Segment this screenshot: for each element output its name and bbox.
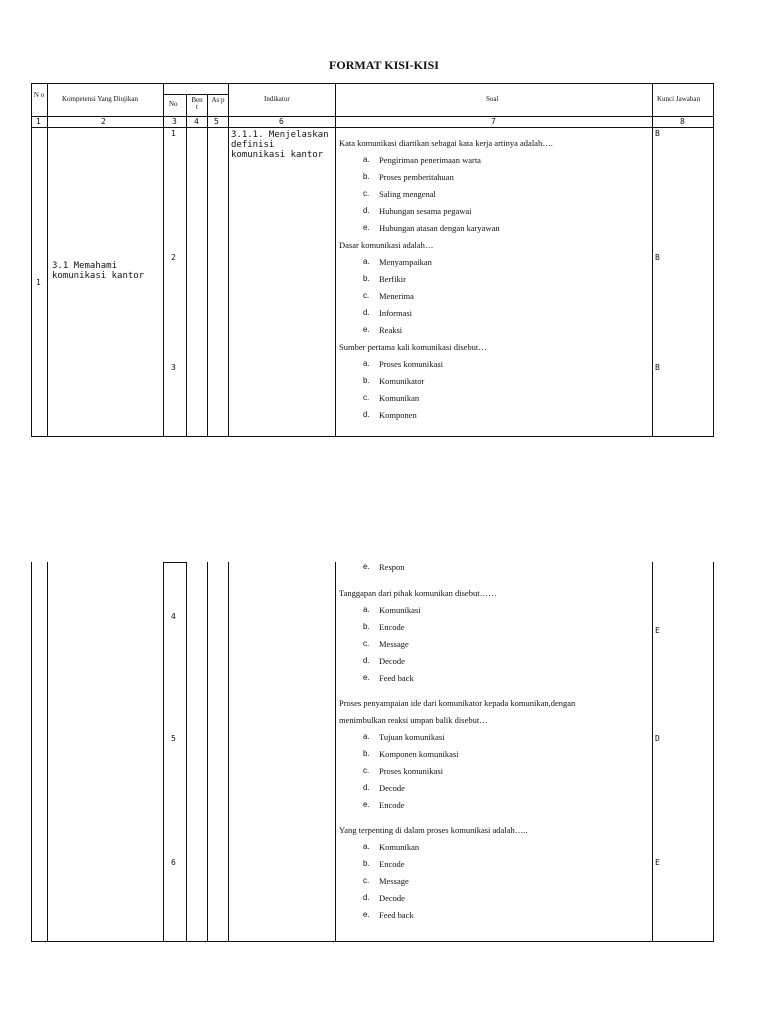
option-letter: c.: [363, 291, 370, 300]
col-number: 1: [36, 117, 41, 126]
option-text: Menyampaikan: [379, 257, 432, 267]
option-letter: b.: [363, 172, 370, 181]
col-number: 3: [172, 117, 177, 126]
kompetensi-text: 3.1 Memahami komunikasi kantor: [52, 261, 145, 281]
option-text: Message: [379, 876, 409, 886]
option-text: Tujuan komunikasi: [379, 732, 445, 742]
question-number: 2: [171, 253, 176, 262]
option-text: Proses pemberitahuan: [379, 172, 454, 182]
col-number: 5: [214, 117, 219, 126]
option-text: Proses komunikasi: [379, 766, 443, 776]
question-number: 1: [171, 129, 176, 138]
question-text: Dasar komunikasi adalah…: [339, 240, 434, 250]
col-number: 2: [101, 117, 106, 126]
option-letter: e.: [363, 223, 370, 232]
col-number: 7: [491, 117, 496, 126]
question-number: 6: [171, 858, 176, 867]
option-letter: e.: [363, 673, 370, 682]
col-number: 8: [680, 117, 685, 126]
option-letter: e.: [363, 562, 370, 571]
option-letter: c.: [363, 639, 370, 648]
header-aspek: As p: [211, 96, 225, 104]
option-text: Komunikasi: [379, 605, 421, 615]
option-text: Reaksi: [379, 325, 403, 335]
option-letter: a.: [363, 605, 370, 614]
option-letter: b.: [363, 749, 370, 758]
option-text: Komponen: [379, 410, 417, 420]
option-text: Message: [379, 639, 409, 649]
option-text: Komponen komunikasi: [379, 749, 459, 759]
question-text: Proses penyampaian ide dari komunikator kepada komunikan,dengan: [339, 698, 576, 708]
option-text: Decode: [379, 893, 405, 903]
option-text: Komunikan: [379, 842, 420, 852]
header-kompetensi: Kompetensi Yang Diujikan: [62, 95, 139, 103]
row-number: 1: [36, 278, 41, 287]
option-letter: b.: [363, 622, 370, 631]
option-letter: e.: [363, 325, 370, 334]
option-text: Proses komunikasi: [379, 359, 443, 369]
option-text: Berfikir: [379, 274, 406, 284]
answer-key: E: [655, 858, 660, 867]
header-indikator: Indikator: [264, 95, 290, 103]
option-letter: a.: [363, 732, 370, 741]
indikator-text: 3.1.1. Menjelaskan definisi komunikasi kantor: [231, 130, 329, 160]
option-text: Respon: [379, 562, 405, 572]
option-text: Decode: [379, 656, 405, 666]
question-text: Tanggapan dari pihak komunikan disebut……: [339, 588, 497, 598]
option-text: Informasi: [379, 308, 413, 318]
option-text: Komunikan: [379, 393, 420, 403]
option-text: Pengiriman penerimaan warta: [379, 155, 481, 165]
question-text-continued: menimbulkan reaksi umpan balik disebut…: [339, 715, 488, 725]
option-text: Decode: [379, 783, 405, 793]
option-text: Feed back: [379, 673, 414, 683]
col-number: 4: [194, 117, 199, 126]
option-text: Encode: [379, 800, 405, 810]
option-text: Saling mengenal: [379, 189, 436, 199]
option-text: Feed back: [379, 910, 414, 920]
question-number: 4: [171, 612, 176, 621]
option-letter: c.: [363, 189, 370, 198]
option-text: Encode: [379, 622, 405, 632]
col-number: 6: [279, 117, 284, 126]
header-soal: Soal: [486, 95, 499, 103]
question-number: 3: [171, 363, 176, 372]
question-number: 5: [171, 734, 176, 743]
answer-key: B: [655, 253, 660, 262]
option-text: Komunikator: [379, 376, 425, 386]
option-letter: b.: [363, 274, 370, 283]
option-letter: a.: [363, 842, 370, 851]
header-bentuk: Ben t: [191, 96, 203, 111]
question-text: Yang terpenting di dalam proses komunikasi adalah…..: [339, 825, 528, 835]
answer-key: B: [655, 129, 660, 138]
answer-key: B: [655, 363, 660, 372]
document-title: FORMAT KISI-KISI: [329, 58, 439, 72]
option-letter: b.: [363, 859, 370, 868]
option-letter: e.: [363, 800, 370, 809]
option-letter: c.: [363, 766, 370, 775]
option-letter: e.: [363, 910, 370, 919]
header-kunci: Kunci Jawaban: [657, 95, 700, 103]
option-text: Encode: [379, 859, 405, 869]
option-letter: a.: [363, 359, 370, 368]
answer-key: D: [655, 734, 660, 743]
option-letter: a.: [363, 155, 370, 164]
option-letter: d.: [363, 783, 370, 792]
option-letter: d.: [363, 893, 370, 902]
header-no: N o: [33, 91, 45, 99]
option-letter: d.: [363, 410, 370, 419]
option-text: Menerima: [379, 291, 414, 301]
option-text: Hubungan atasan dengan karyawan: [379, 223, 500, 233]
option-letter: a.: [363, 257, 370, 266]
question-text: Sumber pertama kali komunikasi disebut…: [339, 342, 487, 352]
option-letter: b.: [363, 376, 370, 385]
header-no-soal: No: [169, 100, 178, 108]
question-text: Kata komunikasi diartikan sebagai kata kerja artinya adalah….: [339, 138, 553, 148]
option-letter: d.: [363, 206, 370, 215]
option-letter: c.: [363, 876, 370, 885]
answer-key: E: [655, 626, 660, 635]
option-letter: d.: [363, 656, 370, 665]
option-text: Hubungan sesama pegawai: [379, 206, 472, 216]
option-letter: d.: [363, 308, 370, 317]
option-letter: c.: [363, 393, 370, 402]
